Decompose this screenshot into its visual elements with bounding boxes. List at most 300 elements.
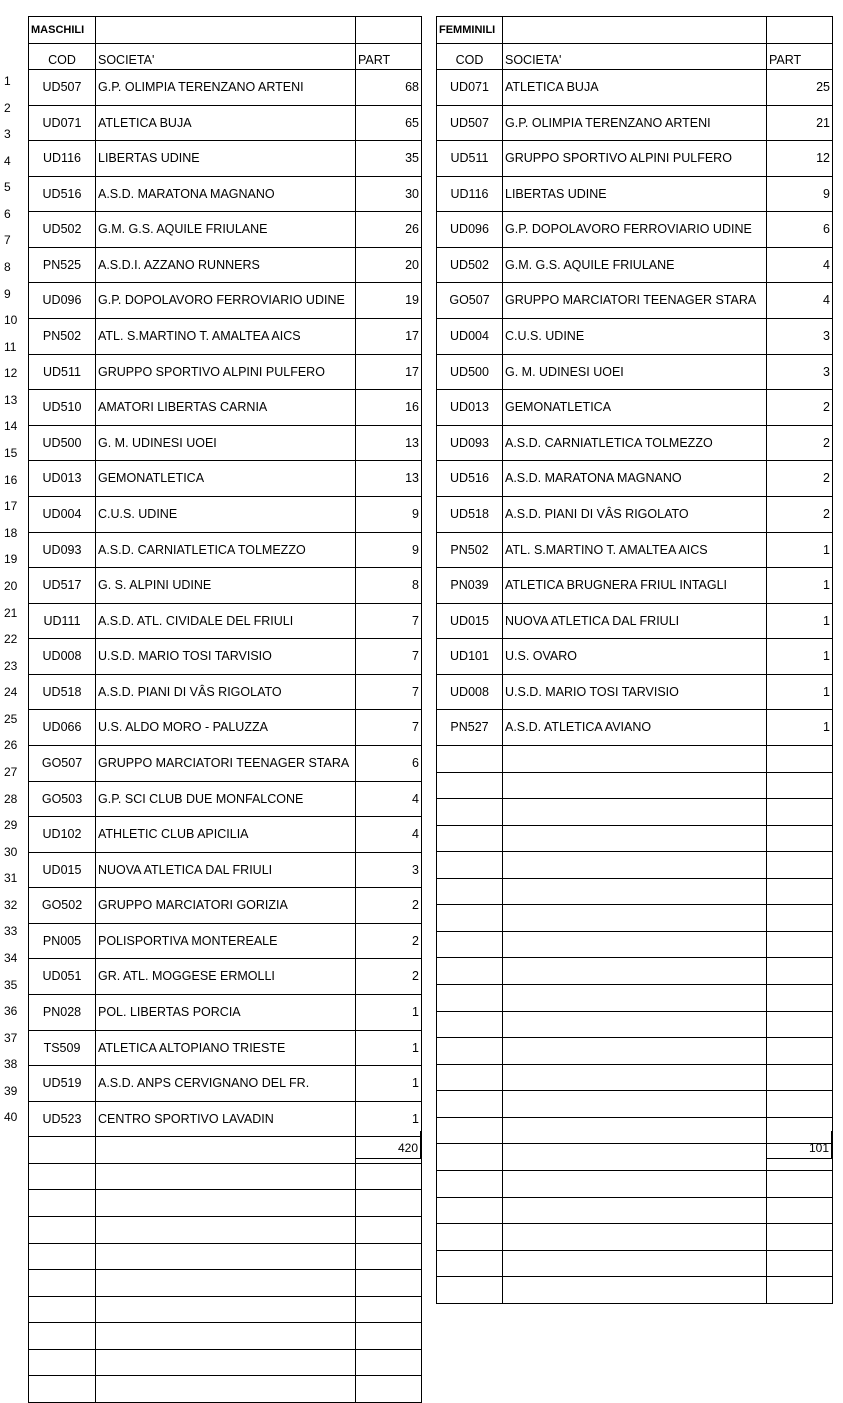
table-row <box>29 852 422 888</box>
cell-societa: ATLETICA BUJA <box>96 105 356 141</box>
row-number: 11 <box>4 339 17 354</box>
cell-part <box>767 1197 833 1224</box>
table-row <box>437 354 833 390</box>
cell-part <box>767 1091 833 1118</box>
cell-cod: UD004 <box>29 496 96 532</box>
maschili-header-part: PART <box>356 44 422 70</box>
cell-cod <box>437 799 503 826</box>
cell-part <box>767 1224 833 1251</box>
cell-part: 3 <box>767 319 833 355</box>
table-row <box>437 70 833 106</box>
cell-cod: UD111 <box>29 603 96 639</box>
cell-societa: A.S.D. PIANI DI VÂS RIGOLATO <box>96 674 356 710</box>
cell-cod: UD502 <box>29 212 96 248</box>
cell-part: 6 <box>767 212 833 248</box>
cell-part: 1 <box>767 603 833 639</box>
cell-societa <box>503 1011 767 1038</box>
cell-cod <box>437 1250 503 1277</box>
cell-cod <box>437 852 503 879</box>
cell-cod: UD015 <box>437 603 503 639</box>
row-number: 9 <box>4 286 11 301</box>
cell-cod <box>437 1224 503 1251</box>
table-row <box>437 1277 833 1304</box>
cell-part: 16 <box>356 390 422 426</box>
cell-societa: G. M. UDINESI UOEI <box>503 354 767 390</box>
cell-part <box>767 772 833 799</box>
cell-part <box>356 1296 422 1323</box>
row-number: 35 <box>4 977 18 992</box>
femminili-title: FEMMINILI <box>437 17 503 44</box>
cell-cod: UD500 <box>437 354 503 390</box>
cell-cod: PN028 <box>29 995 96 1031</box>
cell-societa: A.S.D. CARNIATLETICA TOLMEZZO <box>503 425 767 461</box>
cell-cod: UD519 <box>29 1066 96 1102</box>
maschili-total: 420 <box>355 1131 421 1159</box>
cell-societa: POL. LIBERTAS PORCIA <box>96 995 356 1031</box>
cell-part: 35 <box>356 141 422 177</box>
table-row <box>437 283 833 319</box>
cell-cod: UD507 <box>437 105 503 141</box>
cell-societa <box>96 1190 356 1217</box>
cell-societa <box>503 1197 767 1224</box>
cell-cod: UD051 <box>29 959 96 995</box>
row-number: 12 <box>4 366 18 381</box>
table-row <box>29 461 422 497</box>
table-row <box>437 878 833 905</box>
row-number: 30 <box>4 844 18 859</box>
table-row <box>29 745 422 781</box>
cell-cod <box>29 1137 96 1164</box>
cell-part <box>767 985 833 1012</box>
cell-societa: ATLETICA BRUGNERA FRIUL INTAGLI <box>503 568 767 604</box>
cell-cod: PN527 <box>437 710 503 746</box>
cell-societa <box>503 1277 767 1304</box>
cell-cod <box>437 1144 503 1171</box>
cell-societa: ATLETICA BUJA <box>503 70 767 106</box>
cell-cod <box>29 1243 96 1270</box>
cell-part: 26 <box>356 212 422 248</box>
cell-societa: G.P. OLIMPIA TERENZANO ARTENI <box>96 70 356 106</box>
cell-societa: NUOVA ATLETICA DAL FRIULI <box>96 852 356 888</box>
cell-part <box>767 1038 833 1065</box>
cell-societa: G. S. ALPINI UDINE <box>96 568 356 604</box>
cell-part: 21 <box>767 105 833 141</box>
table-row <box>437 1250 833 1277</box>
table-row <box>29 1217 422 1244</box>
cell-part: 30 <box>356 176 422 212</box>
table-row <box>29 1243 422 1270</box>
cell-part <box>356 1163 422 1190</box>
table-row <box>437 176 833 212</box>
cell-part: 7 <box>356 603 422 639</box>
table-row <box>29 176 422 212</box>
cell-cod <box>437 985 503 1012</box>
cell-cod: UD516 <box>437 461 503 497</box>
table-row <box>29 283 422 319</box>
cell-cod: PN525 <box>29 247 96 283</box>
cell-cod: GO503 <box>29 781 96 817</box>
row-number: 16 <box>4 472 18 487</box>
cell-cod: UD517 <box>29 568 96 604</box>
cell-cod <box>29 1376 96 1403</box>
table-row <box>29 1066 422 1102</box>
cell-cod: UD500 <box>29 425 96 461</box>
cell-part <box>356 1190 422 1217</box>
table-row <box>437 799 833 826</box>
row-number: 5 <box>4 180 11 195</box>
cell-societa: ATLETICA ALTOPIANO TRIESTE <box>96 1030 356 1066</box>
cell-part: 9 <box>767 176 833 212</box>
cell-societa: GRUPPO MARCIATORI GORIZIA <box>96 888 356 924</box>
row-number: 33 <box>4 924 18 939</box>
cell-part: 1 <box>767 674 833 710</box>
table-row <box>437 639 833 675</box>
table-row <box>29 1270 422 1297</box>
cell-societa: A.S.D. PIANI DI VÂS RIGOLATO <box>503 496 767 532</box>
cell-part: 8 <box>356 568 422 604</box>
cell-societa: A.S.D. ATLETICA AVIANO <box>503 710 767 746</box>
maschili-header-blank <box>96 17 356 44</box>
table-row <box>437 674 833 710</box>
table-row <box>29 1323 422 1350</box>
table-row <box>29 70 422 106</box>
cell-cod: UD004 <box>437 319 503 355</box>
cell-part: 12 <box>767 141 833 177</box>
cell-cod <box>29 1296 96 1323</box>
cell-societa: G.M. G.S. AQUILE FRIULANE <box>96 212 356 248</box>
table-row <box>29 105 422 141</box>
table-row <box>29 141 422 177</box>
row-number: 23 <box>4 658 18 673</box>
table-row <box>437 745 833 772</box>
cell-cod: UD518 <box>29 674 96 710</box>
table-row <box>29 781 422 817</box>
femminili-header-cod: COD <box>437 44 503 70</box>
row-number: 22 <box>4 632 18 647</box>
cell-part: 2 <box>767 496 833 532</box>
cell-part: 17 <box>356 319 422 355</box>
cell-societa <box>503 825 767 852</box>
cell-part <box>356 1217 422 1244</box>
row-number: 29 <box>4 818 18 833</box>
maschili-table <box>28 16 422 1403</box>
cell-cod <box>437 1117 503 1144</box>
table-row <box>29 425 422 461</box>
table-row <box>437 247 833 283</box>
cell-societa <box>96 1217 356 1244</box>
cell-part: 1 <box>356 1030 422 1066</box>
cell-societa: LIBERTAS UDINE <box>96 141 356 177</box>
cell-part: 3 <box>767 354 833 390</box>
cell-part: 1 <box>356 1066 422 1102</box>
cell-societa: U.S. ALDO MORO - PALUZZA <box>96 710 356 746</box>
cell-part: 1 <box>767 568 833 604</box>
cell-societa <box>503 745 767 772</box>
cell-part: 19 <box>356 283 422 319</box>
row-number: 10 <box>4 313 18 328</box>
table-row <box>437 425 833 461</box>
cell-societa: GRUPPO MARCIATORI TEENAGER STARA <box>96 745 356 781</box>
cell-societa <box>96 1323 356 1350</box>
cell-societa <box>503 958 767 985</box>
row-number: 8 <box>4 260 11 275</box>
cell-societa: GRUPPO SPORTIVO ALPINI PULFERO <box>96 354 356 390</box>
cell-cod <box>29 1323 96 1350</box>
table-row <box>437 1011 833 1038</box>
table-row <box>437 603 833 639</box>
cell-cod: UD008 <box>437 674 503 710</box>
cell-cod <box>437 958 503 985</box>
cell-part: 4 <box>356 817 422 853</box>
cell-part: 20 <box>356 247 422 283</box>
cell-societa <box>96 1243 356 1270</box>
table-row <box>437 141 833 177</box>
table-row <box>437 105 833 141</box>
cell-cod: UD511 <box>437 141 503 177</box>
table-row <box>29 923 422 959</box>
row-number: 3 <box>4 127 11 142</box>
table-row <box>437 390 833 426</box>
cell-societa <box>503 1038 767 1065</box>
cell-societa: U.S. OVARO <box>503 639 767 675</box>
cell-cod: PN005 <box>29 923 96 959</box>
cell-part: 65 <box>356 105 422 141</box>
cell-part <box>767 825 833 852</box>
cell-societa: LIBERTAS UDINE <box>503 176 767 212</box>
cell-part <box>356 1270 422 1297</box>
table-row <box>29 1190 422 1217</box>
cell-part <box>356 1243 422 1270</box>
cell-societa <box>503 1224 767 1251</box>
row-number: 32 <box>4 897 18 912</box>
cell-societa <box>503 1144 767 1171</box>
cell-cod: PN502 <box>29 319 96 355</box>
cell-cod: UD013 <box>437 390 503 426</box>
row-number: 15 <box>4 446 18 461</box>
cell-societa: A.S.D. MARATONA MAGNANO <box>96 176 356 212</box>
cell-societa: NUOVA ATLETICA DAL FRIULI <box>503 603 767 639</box>
row-number: 17 <box>4 499 18 514</box>
table-row <box>437 1224 833 1251</box>
table-row <box>29 1296 422 1323</box>
table-row <box>29 995 422 1031</box>
femminili-table <box>436 16 833 1304</box>
cell-part: 13 <box>356 425 422 461</box>
cell-societa <box>96 1296 356 1323</box>
cell-societa <box>503 1091 767 1118</box>
cell-part <box>767 931 833 958</box>
table-row <box>437 931 833 958</box>
table-row <box>29 532 422 568</box>
table-row <box>29 319 422 355</box>
cell-societa <box>503 1117 767 1144</box>
cell-societa: GRUPPO MARCIATORI TEENAGER STARA <box>503 283 767 319</box>
cell-part <box>767 1011 833 1038</box>
cell-societa: ATL. S.MARTINO T. AMALTEA AICS <box>503 532 767 568</box>
cell-societa: C.U.S. UDINE <box>503 319 767 355</box>
cell-societa <box>503 1170 767 1197</box>
cell-cod <box>437 1170 503 1197</box>
cell-part: 17 <box>356 354 422 390</box>
cell-part <box>356 1349 422 1376</box>
cell-part <box>767 958 833 985</box>
cell-part: 2 <box>356 923 422 959</box>
cell-cod: UD071 <box>437 70 503 106</box>
cell-part: 1 <box>767 532 833 568</box>
cell-part: 7 <box>356 710 422 746</box>
table-row <box>29 568 422 604</box>
cell-societa <box>96 1349 356 1376</box>
cell-part: 6 <box>356 745 422 781</box>
maschili-header-societa: SOCIETA' <box>96 44 356 70</box>
cell-societa: GR. ATL. MOGGESE ERMOLLI <box>96 959 356 995</box>
row-number: 34 <box>4 950 18 965</box>
table-row <box>437 905 833 932</box>
cell-cod: UD096 <box>437 212 503 248</box>
cell-part: 2 <box>767 425 833 461</box>
cell-part <box>767 905 833 932</box>
row-number: 39 <box>4 1083 18 1098</box>
cell-cod <box>29 1270 96 1297</box>
table-row <box>437 1064 833 1091</box>
table-row <box>29 1349 422 1376</box>
cell-societa: G.P. OLIMPIA TERENZANO ARTENI <box>503 105 767 141</box>
cell-societa: G.P. SCI CLUB DUE MONFALCONE <box>96 781 356 817</box>
cell-cod <box>29 1217 96 1244</box>
cell-cod <box>437 931 503 958</box>
row-number: 1 <box>4 74 11 88</box>
table-row <box>437 496 833 532</box>
cell-part <box>767 745 833 772</box>
cell-part: 3 <box>356 852 422 888</box>
cell-cod: UD507 <box>29 70 96 106</box>
cell-part: 25 <box>767 70 833 106</box>
table-row <box>29 639 422 675</box>
table-row <box>29 603 422 639</box>
cell-part <box>767 1064 833 1091</box>
cell-cod <box>437 1091 503 1118</box>
cell-part: 9 <box>356 496 422 532</box>
cell-cod: GO502 <box>29 888 96 924</box>
table-row <box>437 710 833 746</box>
cell-societa: U.S.D. MARIO TOSI TARVISIO <box>503 674 767 710</box>
cell-societa <box>503 1064 767 1091</box>
maschili-header-cod: COD <box>29 44 96 70</box>
table-row <box>437 958 833 985</box>
table-row <box>29 710 422 746</box>
cell-part <box>356 1376 422 1403</box>
cell-cod: UD093 <box>437 425 503 461</box>
cell-cod <box>437 1277 503 1304</box>
row-number: 21 <box>4 605 18 620</box>
femminili-header-societa: SOCIETA' <box>503 44 767 70</box>
cell-societa <box>96 1137 356 1164</box>
maschili-header-blank <box>356 17 422 44</box>
cell-cod: UD071 <box>29 105 96 141</box>
cell-societa: C.U.S. UDINE <box>96 496 356 532</box>
row-number: 36 <box>4 1004 18 1019</box>
cell-cod: UD013 <box>29 461 96 497</box>
cell-cod <box>437 825 503 852</box>
cell-cod: UD523 <box>29 1101 96 1137</box>
table-row <box>29 496 422 532</box>
row-number: 25 <box>4 711 18 726</box>
cell-part: 4 <box>767 247 833 283</box>
table-row <box>29 959 422 995</box>
cell-cod: UD015 <box>29 852 96 888</box>
cell-societa: G. M. UDINESI UOEI <box>96 425 356 461</box>
cell-cod: UD518 <box>437 496 503 532</box>
table-row <box>29 888 422 924</box>
cell-part <box>767 1277 833 1304</box>
table-row <box>437 772 833 799</box>
table-row <box>437 461 833 497</box>
cell-cod <box>437 1197 503 1224</box>
cell-societa: G.P. DOPOLAVORO FERROVIARIO UDINE <box>96 283 356 319</box>
cell-societa <box>96 1376 356 1403</box>
row-number: 7 <box>4 233 11 248</box>
cell-cod: GO507 <box>29 745 96 781</box>
cell-part <box>767 878 833 905</box>
cell-societa <box>503 905 767 932</box>
table-row <box>29 817 422 853</box>
row-number: 38 <box>4 1057 18 1072</box>
cell-part: 1 <box>767 639 833 675</box>
cell-cod <box>29 1190 96 1217</box>
cell-societa: A.S.D. CARNIATLETICA TOLMEZZO <box>96 532 356 568</box>
table-row <box>29 1163 422 1190</box>
cell-societa <box>503 878 767 905</box>
row-number: 40 <box>4 1110 18 1125</box>
row-number: 31 <box>4 871 18 886</box>
cell-part: 7 <box>356 674 422 710</box>
cell-part: 13 <box>356 461 422 497</box>
row-number: 24 <box>4 685 18 700</box>
table-row <box>29 1030 422 1066</box>
table-row <box>29 390 422 426</box>
cell-cod: UD093 <box>29 532 96 568</box>
cell-cod: PN502 <box>437 532 503 568</box>
cell-part: 1 <box>356 995 422 1031</box>
cell-societa <box>503 931 767 958</box>
table-row <box>29 247 422 283</box>
cell-part: 1 <box>767 710 833 746</box>
cell-part <box>767 852 833 879</box>
cell-cod: UD516 <box>29 176 96 212</box>
cell-societa: POLISPORTIVA MONTEREALE <box>96 923 356 959</box>
row-number: 19 <box>4 552 18 567</box>
cell-part: 4 <box>767 283 833 319</box>
cell-societa <box>503 772 767 799</box>
row-number: 26 <box>4 738 18 753</box>
cell-cod: UD116 <box>29 141 96 177</box>
femminili-header-part: PART <box>767 44 833 70</box>
row-number: 13 <box>4 392 18 407</box>
cell-societa <box>96 1163 356 1190</box>
maschili-title: MASCHILI <box>29 17 96 44</box>
table-row <box>437 1038 833 1065</box>
table-row <box>437 852 833 879</box>
cell-societa <box>503 1250 767 1277</box>
cell-cod <box>437 772 503 799</box>
cell-cod <box>437 878 503 905</box>
cell-part: 2 <box>356 888 422 924</box>
cell-societa: A.S.D. MARATONA MAGNANO <box>503 461 767 497</box>
cell-societa: ATL. S.MARTINO T. AMALTEA AICS <box>96 319 356 355</box>
row-number: 27 <box>4 764 18 779</box>
cell-part: 2 <box>356 959 422 995</box>
cell-societa <box>96 1270 356 1297</box>
